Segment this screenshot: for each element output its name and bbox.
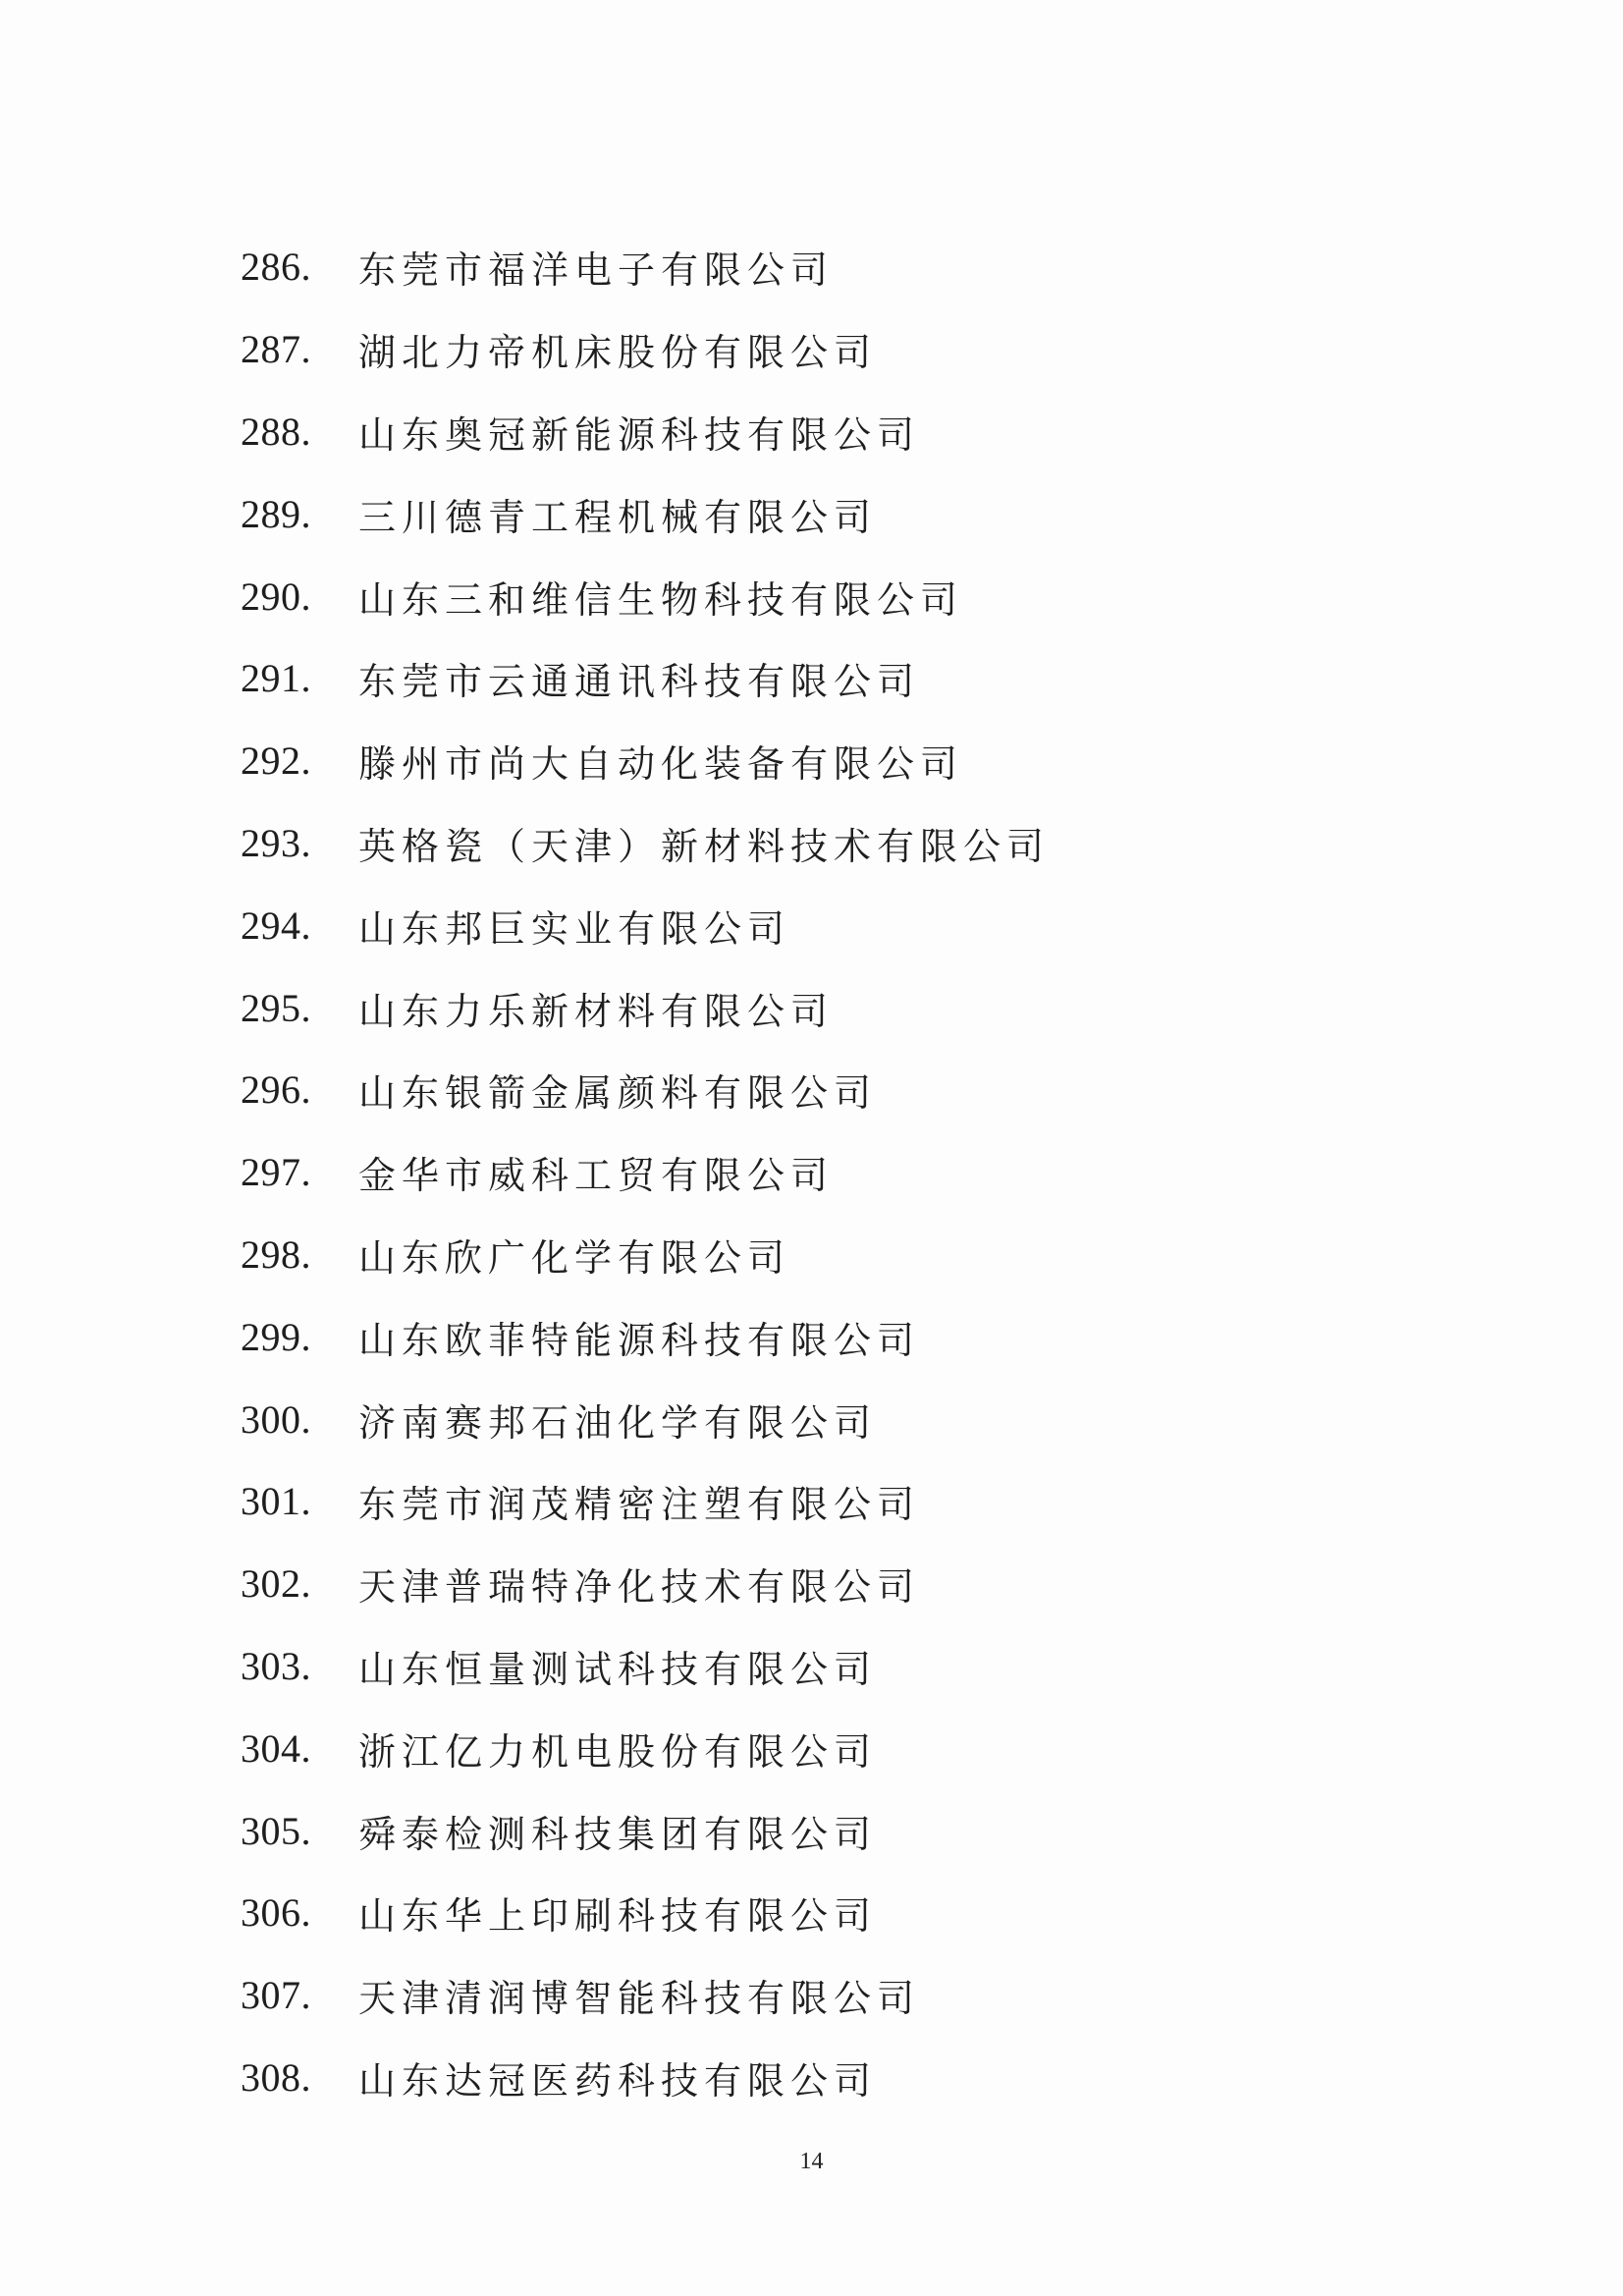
item-number: 292. bbox=[241, 738, 311, 784]
list-item bbox=[241, 1707, 1050, 1789]
company-name: 济南赛邦石油化学有限公司 bbox=[358, 1400, 878, 1445]
item-number: 297. bbox=[241, 1150, 311, 1195]
company-name: 金华市威科工贸有限公司 bbox=[358, 1154, 835, 1198]
company-name: 山东邦巨实业有限公司 bbox=[358, 906, 791, 951]
list-item bbox=[241, 1625, 1050, 1708]
company-name: 滕州市尚大自动化装备有限公司 bbox=[358, 742, 964, 787]
company-name: 三川德青工程机械有限公司 bbox=[358, 495, 878, 539]
item-number: 301. bbox=[241, 1479, 311, 1524]
company-name: 山东奥冠新能源科技有限公司 bbox=[358, 412, 921, 457]
list-item bbox=[241, 1872, 1050, 1954]
company-name: 东莞市云通通讯科技有限公司 bbox=[358, 660, 921, 704]
item-number: 291. bbox=[241, 656, 311, 701]
item-number: 304. bbox=[241, 1725, 311, 1771]
item-number: 298. bbox=[241, 1231, 311, 1277]
list-item bbox=[241, 720, 1050, 802]
item-number: 307. bbox=[241, 1973, 311, 2018]
list-item bbox=[241, 308, 1050, 391]
item-number: 288. bbox=[241, 409, 311, 454]
list-item bbox=[241, 1295, 1050, 1378]
company-name: 山东力乐新材料有限公司 bbox=[358, 989, 835, 1033]
list-item bbox=[241, 1378, 1050, 1460]
list-item bbox=[241, 1214, 1050, 1296]
company-name: 英格瓷（天津）新材料技术有限公司 bbox=[358, 824, 1051, 868]
company-name: 山东三和维信生物科技有限公司 bbox=[358, 577, 964, 622]
list-item bbox=[241, 2037, 1050, 2119]
company-name: 山东达冠医药科技有限公司 bbox=[358, 2058, 878, 2103]
company-name: 东莞市福洋电子有限公司 bbox=[358, 248, 835, 293]
item-number: 289. bbox=[241, 491, 311, 536]
list-item bbox=[241, 1789, 1050, 1872]
item-number: 306. bbox=[241, 1890, 311, 1936]
company-name: 山东华上印刷科技有限公司 bbox=[358, 1894, 878, 1939]
list-item bbox=[241, 555, 1050, 637]
list-item bbox=[241, 1543, 1050, 1625]
item-number: 296. bbox=[241, 1067, 311, 1113]
company-name: 天津普瑞特净化技术有限公司 bbox=[358, 1565, 921, 1610]
list-item bbox=[241, 391, 1050, 473]
list-item bbox=[241, 884, 1050, 966]
item-number: 294. bbox=[241, 902, 311, 948]
item-number: 295. bbox=[241, 985, 311, 1030]
list-item bbox=[241, 1954, 1050, 2037]
company-name: 湖北力帝机床股份有限公司 bbox=[358, 331, 878, 375]
list-item bbox=[241, 1131, 1050, 1214]
list-item bbox=[241, 226, 1050, 308]
item-number: 286. bbox=[241, 245, 311, 290]
item-number: 302. bbox=[241, 1561, 311, 1607]
item-number: 305. bbox=[241, 1808, 311, 1853]
list-item bbox=[241, 472, 1050, 555]
company-list bbox=[241, 226, 1050, 2118]
list-item bbox=[241, 637, 1050, 720]
list-item bbox=[241, 966, 1050, 1049]
item-number: 293. bbox=[241, 820, 311, 865]
company-name: 山东恒量测试科技有限公司 bbox=[358, 1647, 878, 1691]
item-number: 299. bbox=[241, 1314, 311, 1359]
page-number: 14 bbox=[799, 2149, 824, 2174]
list-item bbox=[241, 802, 1050, 885]
company-name: 浙江亿力机电股份有限公司 bbox=[358, 1729, 878, 1774]
item-number: 308. bbox=[241, 2054, 311, 2100]
company-name: 山东欧菲特能源科技有限公司 bbox=[358, 1318, 921, 1362]
list-item bbox=[241, 1049, 1050, 1131]
item-number: 290. bbox=[241, 574, 311, 619]
company-name: 舜泰检测科技集团有限公司 bbox=[358, 1812, 878, 1856]
company-name: 天津清润博智能科技有限公司 bbox=[358, 1977, 921, 2021]
company-name: 山东银箭金属颜料有限公司 bbox=[358, 1071, 878, 1116]
item-number: 303. bbox=[241, 1643, 311, 1688]
item-number: 300. bbox=[241, 1396, 311, 1442]
company-name: 山东欣广化学有限公司 bbox=[358, 1235, 791, 1280]
list-item bbox=[241, 1460, 1050, 1543]
company-name: 东莞市润茂精密注塑有限公司 bbox=[358, 1483, 921, 1527]
item-number: 287. bbox=[241, 327, 311, 372]
